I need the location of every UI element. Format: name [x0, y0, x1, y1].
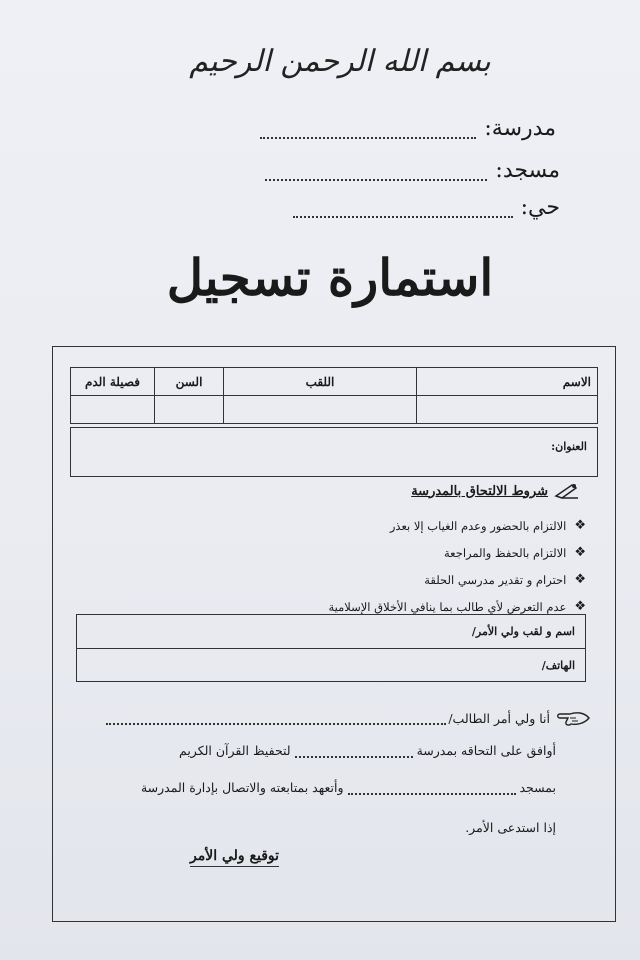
mosque-name-field[interactable] [348, 781, 516, 795]
header-age: السن [155, 368, 224, 396]
condition-text: احترام و تقدير مدرسي الحلقة [424, 572, 567, 587]
diamond-bullet-icon: ❖ [574, 599, 586, 614]
age-cell[interactable] [155, 396, 224, 424]
pointing-hand-icon [556, 708, 590, 728]
pledge-text: لتحفيظ القرآن الكريم [179, 743, 291, 758]
diamond-bullet-icon: ❖ [574, 572, 586, 587]
mosque-line [265, 158, 560, 183]
writing-hand-icon [554, 482, 580, 500]
condition-text: الالتزام بالحضور وعدم الغياب إلا بعذر [389, 518, 567, 533]
conditions-title: شروط الالتحاق بالمدرسة [411, 483, 548, 499]
district-label: حي: [520, 195, 560, 220]
table-input-row [71, 396, 598, 424]
list-item [286, 566, 586, 593]
pledge-line-2 [179, 743, 556, 758]
pledge-line-4 [465, 820, 556, 835]
pledge-text: أوافق على التحاقه بمدرسة [416, 743, 556, 758]
pledge-line-1 [106, 708, 590, 728]
guardian-name-label: اسم و لقب ولي الأمر/ [471, 625, 575, 638]
school-line [260, 116, 556, 141]
guardian-name-row[interactable] [77, 615, 585, 648]
pledge-text: إذا استدعى الأمر. [465, 820, 556, 835]
table-header-row [71, 368, 598, 396]
mosque-field[interactable] [265, 161, 487, 181]
address-label: العنوان: [551, 440, 587, 453]
pledge-guardian-label: أنا ولي أمر الطالب/ [448, 710, 550, 726]
form-title: استمارة تسجيل [166, 248, 494, 307]
school-name-field[interactable] [295, 744, 413, 758]
blood-type-cell[interactable] [71, 396, 155, 424]
guardian-phone-row[interactable] [77, 648, 585, 682]
condition-text: عدم التعرض لأي طالب بما ينافي الأخلاق الإسلامية [328, 599, 567, 614]
diamond-bullet-icon: ❖ [574, 545, 586, 560]
conditions-list [286, 512, 586, 620]
student-info-table [70, 367, 598, 424]
header-name: الاسم [417, 368, 598, 396]
address-box[interactable] [70, 427, 598, 477]
conditions-header [411, 482, 580, 500]
pledge-text: وأتعهد بمتابعته والاتصال بإدارة المدرسة [140, 780, 344, 795]
diamond-bullet-icon: ❖ [574, 518, 586, 533]
surname-cell[interactable] [224, 396, 417, 424]
basmala: بسم الله الرحمن الرحيم [189, 44, 491, 79]
list-item [286, 539, 586, 566]
list-item [286, 512, 586, 539]
guardian-phone-label: الهاتف/ [541, 659, 575, 672]
header-blood-type: فصيلة الدم [71, 368, 155, 396]
name-cell[interactable] [417, 396, 598, 424]
school-label: مدرسة: [484, 116, 556, 141]
guardian-signature-label[interactable]: توقيع ولي الأمر [190, 848, 279, 867]
student-name-field[interactable] [106, 711, 446, 725]
pledge-text: بمسجد [519, 780, 556, 795]
mosque-label: مسجد: [495, 158, 560, 183]
district-line [293, 195, 560, 220]
guardian-info-box [76, 614, 586, 682]
school-field[interactable] [260, 119, 476, 139]
pledge-line-3 [141, 780, 556, 795]
header-surname: اللقب [224, 368, 417, 396]
district-field[interactable] [293, 198, 513, 218]
condition-text: الالتزام بالحفظ والمراجعة [444, 545, 567, 560]
